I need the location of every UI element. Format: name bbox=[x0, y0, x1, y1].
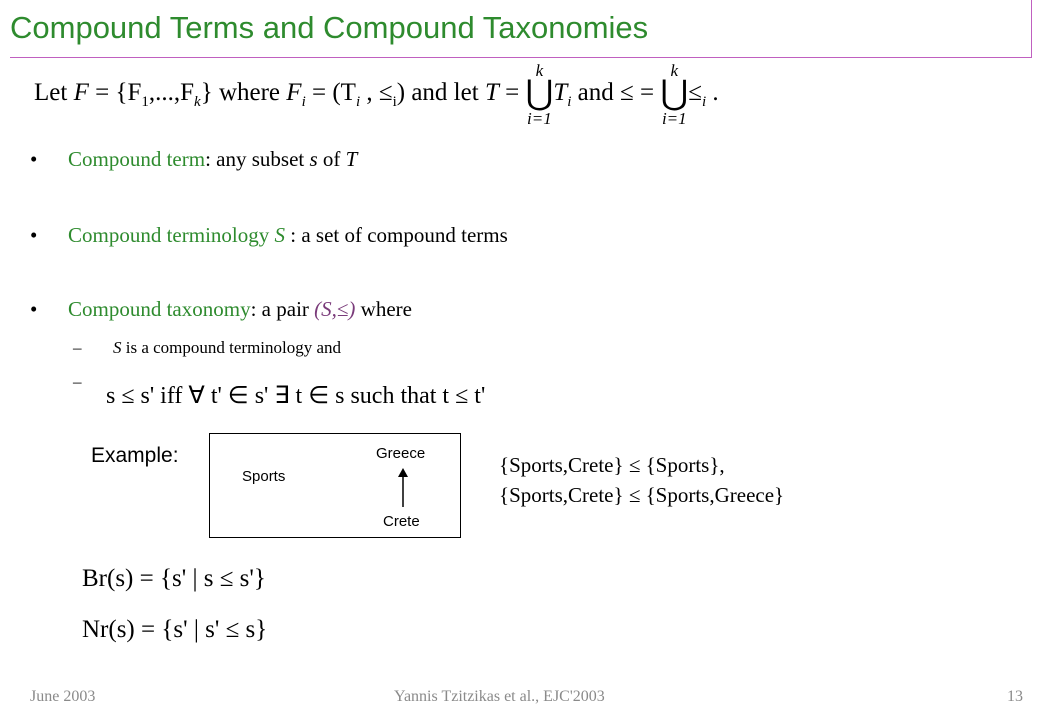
node-crete: Crete bbox=[383, 513, 420, 530]
slide-title: Compound Terms and Compound Taxonomies bbox=[10, 10, 649, 45]
footer-author: Yannis Tzitzikas et al., EJC'2003 bbox=[394, 688, 605, 705]
example-label: Example: bbox=[91, 444, 179, 467]
order-definition-formula: s ≤ s' iff ∀ t' ∈ s' ∃ t ∈ s such that t ≤ t' bbox=[106, 383, 486, 409]
sub-item-order-definition: – bbox=[73, 372, 82, 391]
relation-2: {Sports,Crete} ≤ {Sports,Greece} bbox=[499, 483, 785, 507]
narrower-definition: Nr(s) = {s' | s' ≤ s} bbox=[82, 616, 268, 643]
broader-definition: Br(s) = {s' | s ≤ s'} bbox=[82, 565, 266, 592]
node-sports: Sports bbox=[242, 468, 286, 485]
bullet-compound-terminology: • Compound terminology S : a set of compound terms bbox=[30, 223, 508, 247]
relation-1: {Sports,Crete} ≤ {Sports}, bbox=[499, 453, 725, 477]
footer-page-number: 13 bbox=[1007, 688, 1023, 705]
arrow-up-icon bbox=[397, 468, 409, 508]
footer-date: June 2003 bbox=[30, 688, 96, 705]
title-side-divider bbox=[1031, 0, 1032, 58]
node-greece: Greece bbox=[376, 445, 426, 462]
union-operator-2: k ⋃ i=1 bbox=[660, 61, 689, 128]
bullet-compound-taxonomy: • Compound taxonomy: a pair (S,≤) where bbox=[30, 297, 412, 321]
union-operator-1: k ⋃ i=1 bbox=[525, 61, 554, 128]
bullet-compound-term: • Compound term: any subset s of T bbox=[30, 147, 358, 171]
definition-formula: Let $F = \{F_1,...,F_k\}$ where $F_i = (T_i$ , $\le_i$) and let T = k ⋃ i=1 $T_i$ and ≤ = k ⋃ i=1 $\le_i$ . bbox=[34, 61, 719, 128]
example-diagram bbox=[209, 433, 461, 538]
title-divider bbox=[10, 57, 1032, 58]
sub-item-terminology: – S is a compound terminology and bbox=[73, 338, 342, 357]
example-relations bbox=[499, 450, 784, 510]
